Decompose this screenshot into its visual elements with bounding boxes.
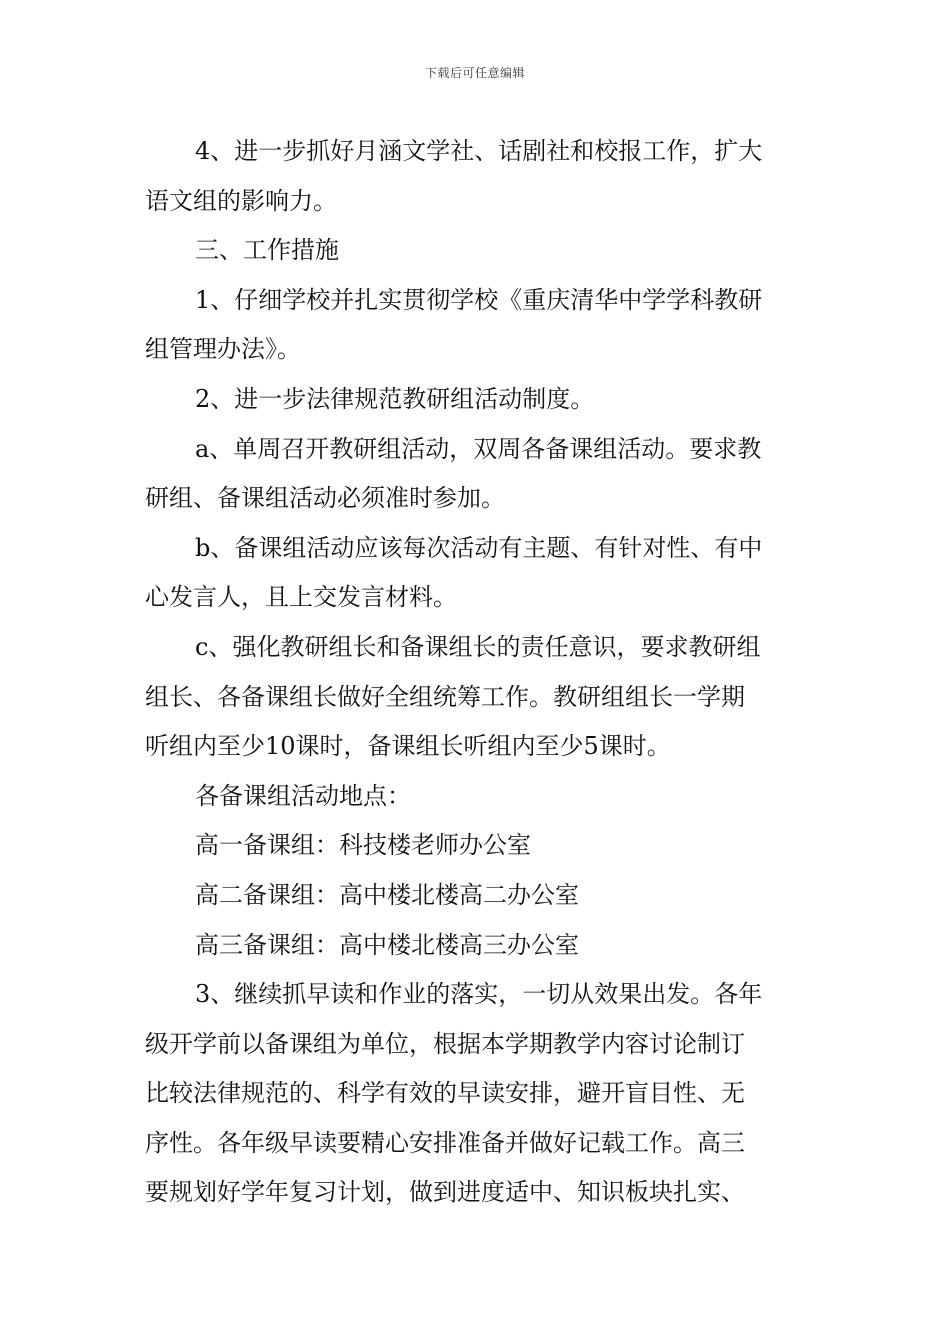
text-line: c、强化教研组长和备课组长的责任意识，要求教研组: [195, 632, 761, 661]
text-line: 3、继续抓早读和作业的落实，一切从效果出发。各年: [195, 980, 763, 1009]
text-line: 组管理办法》。: [145, 335, 301, 364]
paragraph: [145, 524, 810, 623]
page-header: 下载后可任意编辑: [424, 66, 525, 80]
text-line: 语文组的影响力。: [145, 186, 337, 215]
document-body: [145, 127, 810, 1218]
paragraph: [145, 623, 810, 772]
paragraph: [145, 276, 810, 375]
paragraph: [145, 871, 810, 921]
paragraph: [145, 921, 810, 971]
text-line: 1、仔细学校并扎实贯彻学校《重庆清华中学学科教研: [195, 285, 763, 314]
paragraph: [145, 970, 810, 1218]
text-line: a、单周召开教研组活动，双周各备课组活动。要求教: [195, 434, 762, 463]
paragraph: [145, 821, 810, 871]
text-line: 要规划好学年复习计划，做到进度适中、知识板块扎实、: [145, 1178, 745, 1207]
text-line: 听组内至少10课时，备课组长听组内至少5课时。: [145, 732, 671, 761]
text-line: b、备课组活动应该每次活动有主题、有针对性、有中: [195, 533, 763, 562]
paragraph: [145, 425, 810, 524]
paragraph: [145, 127, 810, 226]
text-line: 高二备课组：高中楼北楼高二办公室: [195, 880, 579, 909]
text-line: 组长、各备课组长做好全组统筹工作。教研组组长一学期: [145, 682, 745, 711]
text-line: 级开学前以备课组为单位，根据本学期教学内容讨论制订: [145, 1029, 745, 1058]
text-line: 4、进一步抓好月涵文学社、话剧社和校报工作，扩大: [195, 137, 763, 165]
text-line: 比较法律规范的、科学有效的早读安排，避开盲目性、无: [145, 1079, 745, 1108]
text-line: 高三备课组：高中楼北楼高三办公室: [195, 930, 579, 959]
text-line: 2、进一步法律规范教研组活动制度。: [195, 384, 595, 413]
paragraph: [145, 226, 810, 276]
text-line: 研组、备课组活动必须准时参加。: [145, 484, 505, 513]
text-line: 各备课组活动地点：: [195, 781, 411, 810]
text-line: 三、工作措施: [195, 236, 339, 265]
text-line: 心发言人，且上交发言材料。: [145, 583, 457, 612]
paragraph: [145, 772, 810, 822]
text-line: 高一备课组：科技楼老师办公室: [195, 831, 531, 860]
paragraph: [145, 375, 810, 425]
text-line: 序性。各年级早读要精心安排准备并做好记载工作。高三: [145, 1128, 745, 1157]
